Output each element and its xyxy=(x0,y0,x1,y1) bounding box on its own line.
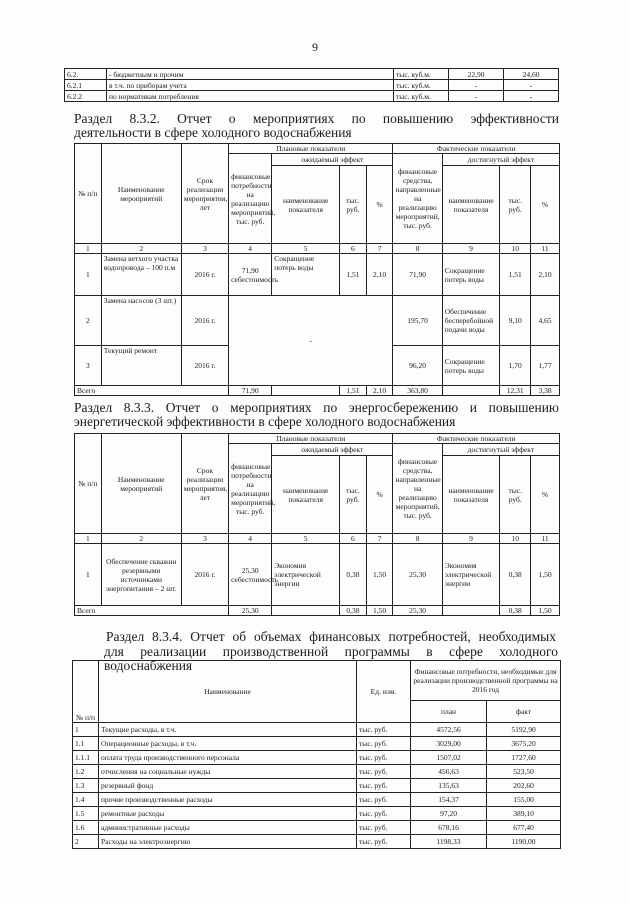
row-fact: 523,50 xyxy=(487,765,561,779)
row-fact-fin: 71,90 xyxy=(393,254,442,296)
header-term: Срок реализации мероприятия, лет xyxy=(181,144,228,244)
header-percent: % xyxy=(366,166,393,244)
row-fact: - xyxy=(504,80,559,91)
row-plan: 456,63 xyxy=(411,765,487,779)
row-fact-indicator: Сокращение потерь воды xyxy=(442,346,500,386)
row-plan-fin: 25,30 себестоимость xyxy=(229,544,272,606)
total-plan-pct: 2,10 xyxy=(366,386,393,396)
row-number: 2 xyxy=(73,835,99,849)
row-fact-indicator: Сокращение потерь воды xyxy=(442,254,500,296)
row-fact-indicator: Обеспечение бесперебойной подачи воды xyxy=(442,296,500,346)
row-fact-pct: 1,77 xyxy=(531,346,560,386)
header-fact-group: Фактические показатели xyxy=(393,144,560,154)
header-name: Наименование мероприятий xyxy=(101,144,181,244)
column-number: 10 xyxy=(500,534,531,544)
header-indicator: наименование показателя xyxy=(272,456,340,534)
header-plan-group: Плановые показатели xyxy=(229,144,393,154)
row-fact: 1727,60 xyxy=(487,751,561,765)
row-plan-indicator: Экономия электрической энергии xyxy=(272,544,340,606)
row-name: Текущие расходы, в т.ч. xyxy=(99,723,357,737)
row-plan-merged: - xyxy=(229,296,393,386)
column-number: 8 xyxy=(393,244,442,254)
column-number: 11 xyxy=(531,534,560,544)
column-number: 1 xyxy=(75,244,102,254)
total-plan-rub: 0,38 xyxy=(340,606,367,616)
header-plan-fin: финансовые потребности на реализацию мероприятий, тыс. руб. xyxy=(229,154,272,244)
row-fact-rub: 0,38 xyxy=(500,544,531,606)
row-unit: тыс. куб.м. xyxy=(394,69,449,80)
row-plan: 97,20 xyxy=(411,807,487,821)
total-fact-fin: 25,30 xyxy=(393,606,442,616)
row-fact: 24,60 xyxy=(504,69,559,80)
table-row xyxy=(65,80,559,91)
total-fact-pct: 3,38 xyxy=(531,386,560,396)
header-percent: % xyxy=(366,456,393,534)
header-num: № п/п xyxy=(75,144,102,244)
row-plan: 678,16 xyxy=(411,821,487,835)
header-expected-effect: ожидаемый эффект xyxy=(272,444,393,456)
header-thous-rub-fact: тыс. руб. xyxy=(500,166,531,244)
row-fact-pct: 2,10 xyxy=(531,254,560,296)
column-number: 2 xyxy=(101,534,181,544)
column-number: 2 xyxy=(101,244,181,254)
total-empty xyxy=(272,606,340,616)
row-number: 6.2. xyxy=(65,69,107,80)
row-name: прочие производственные расходы xyxy=(99,793,357,807)
row-plan-pct: 1,50 xyxy=(366,544,393,606)
row-plan: 22,90 xyxy=(449,69,504,80)
row-name: отчисления на социальные нужды xyxy=(99,765,357,779)
total-label: Всего xyxy=(75,606,229,616)
top-table xyxy=(64,68,559,102)
column-number: 8 xyxy=(393,534,442,544)
row-unit: тыс. руб. xyxy=(357,821,411,835)
column-number: 11 xyxy=(531,244,560,254)
header-achieved-effect: достигнутый эффект xyxy=(442,444,559,456)
table-row xyxy=(65,91,559,102)
row-unit: тыс. руб. xyxy=(357,779,411,793)
total-plan-fin: 71,90 xyxy=(229,386,272,396)
row-number: 1 xyxy=(75,254,102,296)
table-row xyxy=(73,821,561,835)
section-834-title: Раздел 8.3.4. Отчет об объемах финансовых потребностей, необходимых xyxy=(106,629,556,644)
row-term: 2016 г. xyxy=(181,296,228,346)
total-plan-rub: 1,51 xyxy=(340,386,367,396)
total-plan-fin: 25,30 xyxy=(229,606,272,616)
section-832-title: Раздел 8.3.2. Отчет о мероприятиях по повышению эффективности деятельности в сфере холодного водоснабжения xyxy=(74,111,559,140)
column-number: 6 xyxy=(340,534,367,544)
header-fact-fin: финансовые средства, направленные на реализацию мероприятий, тыс. руб. xyxy=(393,154,442,244)
column-number: 1 xyxy=(75,534,102,544)
header-fact-fin: финансовые средства, направленные на реализацию мероприятий, тыс. руб. xyxy=(393,444,442,534)
table-row xyxy=(73,737,561,751)
table-row xyxy=(65,69,559,80)
column-number: 5 xyxy=(272,244,340,254)
header-fact: факт xyxy=(487,701,561,723)
row-fact: 677,40 xyxy=(487,821,561,835)
page-number: 9 xyxy=(312,40,318,54)
row-plan: 4572,56 xyxy=(411,723,487,737)
total-row xyxy=(75,606,560,616)
table-row xyxy=(73,779,561,793)
row-unit: тыс. руб. xyxy=(357,737,411,751)
table-row xyxy=(73,835,561,849)
row-plan-fin: 71,90 себестоимость xyxy=(229,254,272,296)
row-plan-rub: 1,51 xyxy=(340,254,367,296)
row-number: 1 xyxy=(73,723,99,737)
row-number: 1 xyxy=(75,544,102,606)
row-plan: 1198,33 xyxy=(411,835,487,849)
row-fact-pct: 1,50 xyxy=(531,544,560,606)
table-row xyxy=(75,544,560,606)
row-unit: тыс. руб. xyxy=(357,835,411,849)
total-empty xyxy=(442,606,500,616)
table-row xyxy=(73,793,561,807)
header-plan-fin: финансовые потребности на реализацию мероприятий, тыс. руб. xyxy=(229,444,272,534)
row-fact: 155,00 xyxy=(487,793,561,807)
section-833-title: Раздел 8.3.3. Отчет о мероприятиях по энергосбережению и повышению энергетической эффективности в сфере холодного водоснабжения xyxy=(74,400,559,429)
total-label: Всего xyxy=(75,386,229,396)
row-fact: - xyxy=(504,91,559,102)
row-number: 6.2.2 xyxy=(65,91,107,102)
header-plan-group: Плановые показатели xyxy=(229,434,393,444)
total-plan-pct: 1,50 xyxy=(366,606,393,616)
row-fact: 1190,00 xyxy=(487,835,561,849)
row-unit: тыс. руб. xyxy=(357,807,411,821)
row-plan: 1507,02 xyxy=(411,751,487,765)
row-plan-rub: 0,38 xyxy=(340,544,367,606)
table-833 xyxy=(74,433,560,616)
column-number: 7 xyxy=(366,244,393,254)
row-number: 1.5 xyxy=(73,807,99,821)
row-term: 2016 г. xyxy=(181,346,228,386)
row-fact-rub: 1,70 xyxy=(500,346,531,386)
row-fact-rub: 1,51 xyxy=(500,254,531,296)
row-name: ремонтные расходы xyxy=(99,807,357,821)
header-num: № п/п xyxy=(75,434,102,534)
row-number: 1.4 xyxy=(73,793,99,807)
row-unit: тыс. руб. xyxy=(357,793,411,807)
total-fact-rub: 0,38 xyxy=(500,606,531,616)
row-unit: тыс. руб. xyxy=(357,751,411,765)
header-indicator: наименование показателя xyxy=(272,166,340,244)
row-fact-pct: 4,65 xyxy=(531,296,560,346)
row-number: 6.2.1 xyxy=(65,80,107,91)
row-term: 2016 г. xyxy=(181,544,228,606)
header-name: Наименование xyxy=(99,661,357,723)
row-fact-fin: 195,70 xyxy=(393,296,442,346)
column-number: 6 xyxy=(340,244,367,254)
row-plan-pct: 2,10 xyxy=(366,254,393,296)
header-fin-needs: Финансовые потребности, необходимые для реализации производственной программы на 2016 год xyxy=(411,661,561,701)
row-name: Замена ветхого участка водопровода – 100 п.м xyxy=(101,254,181,296)
row-name: Расходы на электроэнергию xyxy=(99,835,357,849)
header-percent-fact: % xyxy=(531,456,560,534)
section-834-title-line2: для реализации производственной программы в сфере холодного водоснабжения xyxy=(104,644,558,673)
column-number: 5 xyxy=(272,534,340,544)
row-plan: 154,37 xyxy=(411,793,487,807)
table-row xyxy=(75,254,560,296)
row-plan-indicator: Сокращение потерь воды xyxy=(272,254,340,296)
row-fact: 202,60 xyxy=(487,779,561,793)
row-name: Обеспечение скважин резервными источниками энергопитания – 2 шт. xyxy=(101,544,181,606)
column-number: 9 xyxy=(442,244,500,254)
header-indicator-fact: наименование показателя xyxy=(442,166,500,244)
header-name: Наименование мероприятий xyxy=(101,434,181,534)
column-number: 4 xyxy=(229,244,272,254)
header-expected-effect: ожидаемый эффект xyxy=(272,154,393,166)
row-number: 3 xyxy=(75,346,102,386)
header-unit: Ед. изм. xyxy=(357,661,411,723)
row-number: 1.1.1 xyxy=(73,751,99,765)
column-number: 7 xyxy=(366,534,393,544)
row-name: в т.ч. по приборам учета xyxy=(107,80,394,91)
row-name: - бюджетным и прочим xyxy=(107,69,394,80)
header-thous-rub: тыс. руб. xyxy=(340,456,367,534)
header-plan: план xyxy=(411,701,487,723)
total-row xyxy=(75,386,560,396)
header-term: Срок реализации мероприятия, лет xyxy=(181,434,228,534)
row-term: 2016 г. xyxy=(181,254,228,296)
row-plan: 135,63 xyxy=(411,779,487,793)
row-unit: тыс. руб. xyxy=(357,723,411,737)
table-row xyxy=(73,807,561,821)
header-indicator-fact: наименование показателя xyxy=(442,456,500,534)
table-row xyxy=(73,765,561,779)
header-percent-fact: % xyxy=(531,166,560,244)
row-fact-fin: 25,30 xyxy=(393,544,442,606)
row-fact-fin: 96,20 xyxy=(393,346,442,386)
column-number: 10 xyxy=(500,244,531,254)
column-number: 3 xyxy=(181,244,228,254)
row-number: 2 xyxy=(75,296,102,346)
row-plan: - xyxy=(449,91,504,102)
header-num: № п/п xyxy=(73,661,99,723)
row-fact: 3675,20 xyxy=(487,737,561,751)
row-number: 1.3 xyxy=(73,779,99,793)
column-number: 9 xyxy=(442,534,500,544)
total-empty xyxy=(272,386,340,396)
row-name: Операционные расходы, в т.ч. xyxy=(99,737,357,751)
row-name: резервный фонд xyxy=(99,779,357,793)
header-thous-rub: тыс. руб. xyxy=(340,166,367,244)
row-number: 1.1 xyxy=(73,737,99,751)
row-name: Замена насосов (3 шт.) xyxy=(101,296,181,346)
row-unit: тыс. куб.м. xyxy=(394,80,449,91)
table-row xyxy=(73,723,561,737)
total-fact-fin: 363,80 xyxy=(393,386,442,396)
row-name: по нормативам потребления xyxy=(107,91,394,102)
table-834 xyxy=(72,660,561,849)
row-fact: 5192,90 xyxy=(487,723,561,737)
total-empty xyxy=(442,386,500,396)
column-number: 3 xyxy=(181,534,228,544)
row-fact-indicator: Экономия электрической энергии xyxy=(442,544,500,606)
row-name: оплата труда производственного персонала xyxy=(99,751,357,765)
header-thous-rub-fact: тыс. руб. xyxy=(500,456,531,534)
total-fact-pct: 1,50 xyxy=(531,606,560,616)
total-fact-rub: 12,31 xyxy=(500,386,531,396)
column-number: 4 xyxy=(229,534,272,544)
row-name: Текущий ремонт xyxy=(101,346,181,386)
row-number: 1.6 xyxy=(73,821,99,835)
row-number: 1.2 xyxy=(73,765,99,779)
row-unit: тыс. куб.м. xyxy=(394,91,449,102)
row-fact-rub: 9,10 xyxy=(500,296,531,346)
row-fact: 389,10 xyxy=(487,807,561,821)
table-row xyxy=(75,296,560,346)
row-unit: тыс. руб. xyxy=(357,765,411,779)
table-row xyxy=(73,751,561,765)
row-plan: 3029,00 xyxy=(411,737,487,751)
row-name: административные расходы xyxy=(99,821,357,835)
table-832 xyxy=(74,143,560,396)
header-achieved-effect: достигнутый эффект xyxy=(442,154,559,166)
header-fact-group: Фактические показатели xyxy=(393,434,560,444)
row-plan: - xyxy=(449,80,504,91)
